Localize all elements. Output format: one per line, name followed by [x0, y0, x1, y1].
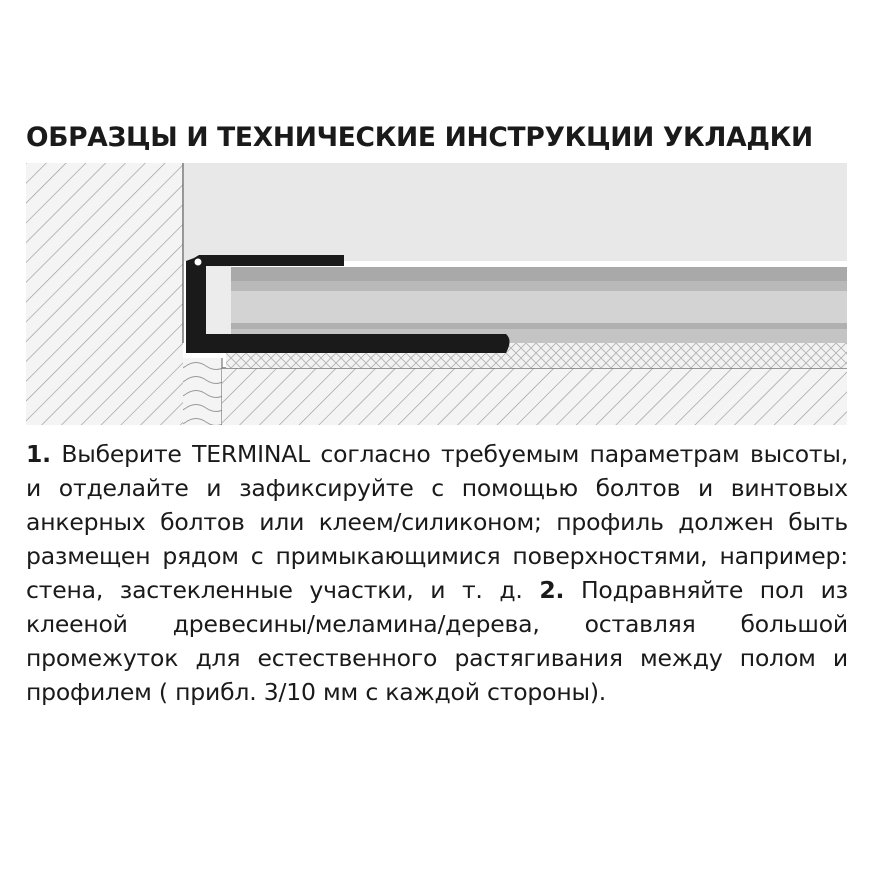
subfloor-slab [222, 368, 847, 425]
step-1-number: 1. [26, 440, 51, 468]
step-2-text: Подравняйте пол из клееной древесины/меламина/дерева, оставляя большой промежуток для естественного растягивания между полом и профилем ( прибл. 3/10 мм с каждой стороны). [26, 576, 848, 706]
step-2-number: 2. [539, 576, 565, 604]
page-title: ОБРАЗЦЫ И ТЕХНИЧЕСКИЕ ИНСТРУКЦИИ УКЛАДКИ [26, 122, 813, 153]
installation-diagram [26, 163, 847, 425]
wall-section [26, 163, 183, 425]
step-1-text: Выберите TERMINAL согласно требуемым параметрам высоты, и отделайте и зафиксируйте с помощью болтов и винтовых анкерных болтов или клеем/силиконом; профиль должен быть размещен рядом с примыкающимися поверхностями, например: стена, застекленные участки, и т. д. [26, 440, 848, 604]
insulation-strip [183, 358, 222, 425]
instructions-paragraph [26, 437, 848, 709]
